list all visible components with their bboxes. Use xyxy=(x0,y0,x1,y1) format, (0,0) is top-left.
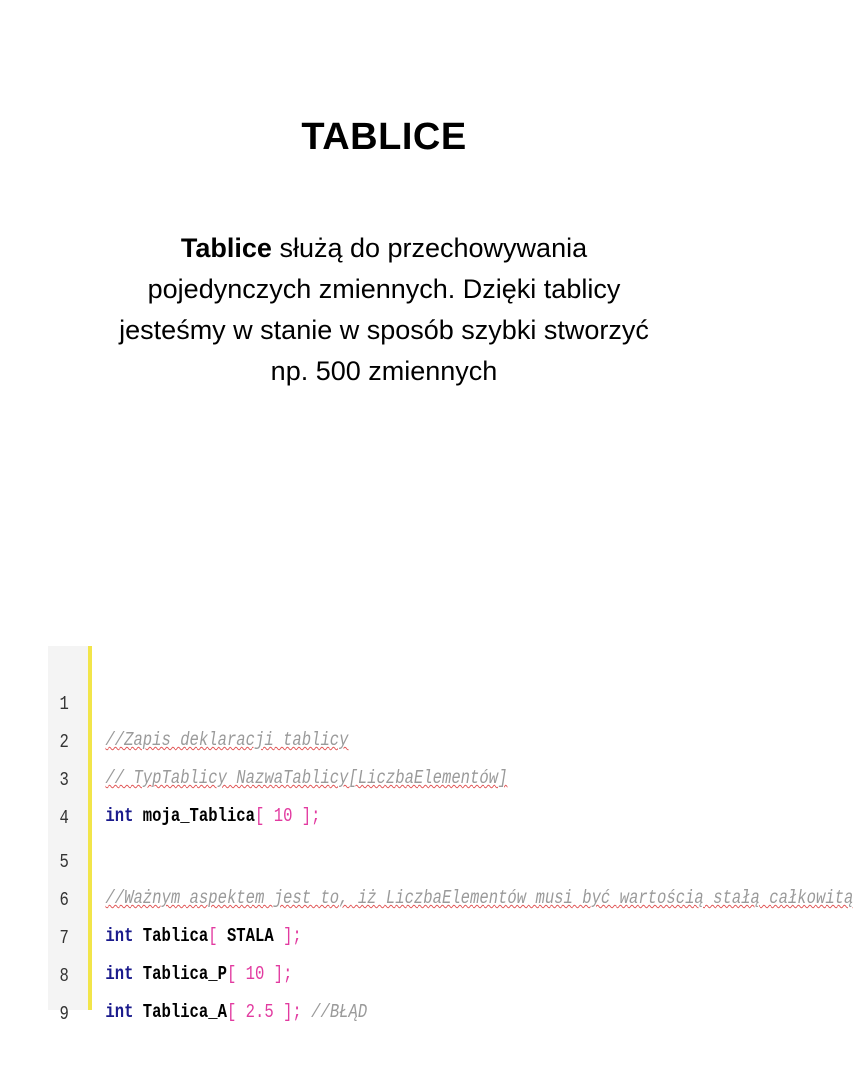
line-number: 7 xyxy=(59,927,69,949)
keyword-int: int xyxy=(105,963,134,985)
code-comment: //Ważnym aspektem jest to, iż LiczbaElementów musi być wartością stałą całkowitą xyxy=(105,887,853,909)
open-bracket: [ xyxy=(226,963,237,985)
body-line-4: np. 500 zmiennych xyxy=(270,356,498,386)
line-number: 1 xyxy=(59,693,69,715)
keyword-int: int xyxy=(105,1001,134,1023)
open-bracket: [ xyxy=(226,1001,237,1023)
line-number: 8 xyxy=(59,965,69,987)
line-number: 6 xyxy=(59,889,69,911)
keyword-int: int xyxy=(105,805,134,827)
identifier: Tablica_A xyxy=(133,1001,227,1023)
line-number: 5 xyxy=(59,851,69,873)
keyword-int: int xyxy=(105,925,134,947)
line-number: 4 xyxy=(59,807,69,829)
body-line-3: jesteśmy w stanie w sposób szybki stworzyć xyxy=(119,315,649,345)
array-size: 10 xyxy=(236,963,274,985)
identifier: Tablica xyxy=(133,925,209,947)
array-size: 10 xyxy=(264,805,302,827)
code-line xyxy=(48,808,853,909)
identifier: moja_Tablica xyxy=(133,805,256,827)
line-number: 2 xyxy=(59,731,69,753)
close-bracket: ]; xyxy=(301,805,321,827)
open-bracket: [ xyxy=(208,925,218,947)
slide-title: TABLICE xyxy=(301,116,467,158)
line-number: 9 xyxy=(59,1003,69,1025)
body-line-1: służą do przechowywania xyxy=(271,233,588,263)
error-comment: //BŁĄD xyxy=(301,1001,368,1023)
line-number: 3 xyxy=(59,769,69,791)
code-screenshot xyxy=(48,646,853,1025)
code-comment: //Zapis deklaracji tablicy xyxy=(105,729,349,751)
code-line xyxy=(48,650,599,751)
open-bracket: [ xyxy=(255,805,265,827)
close-bracket: ]; xyxy=(283,1001,302,1023)
array-size: 2.5 xyxy=(236,1001,284,1023)
close-bracket: ]; xyxy=(283,925,302,947)
body-line-2: pojedynczych zmiennych. Dzięki tablicy xyxy=(147,274,621,304)
slide-body-text xyxy=(70,228,698,392)
body-bold-term: Tablice xyxy=(180,233,272,263)
code-statement xyxy=(105,994,367,1030)
code-comment: // TypTablicy NazwaTablicy[LiczbaElementów] xyxy=(105,767,508,789)
close-bracket: ]; xyxy=(273,963,293,985)
array-size: STALA xyxy=(217,925,284,947)
identifier: Tablica_P xyxy=(133,963,227,985)
